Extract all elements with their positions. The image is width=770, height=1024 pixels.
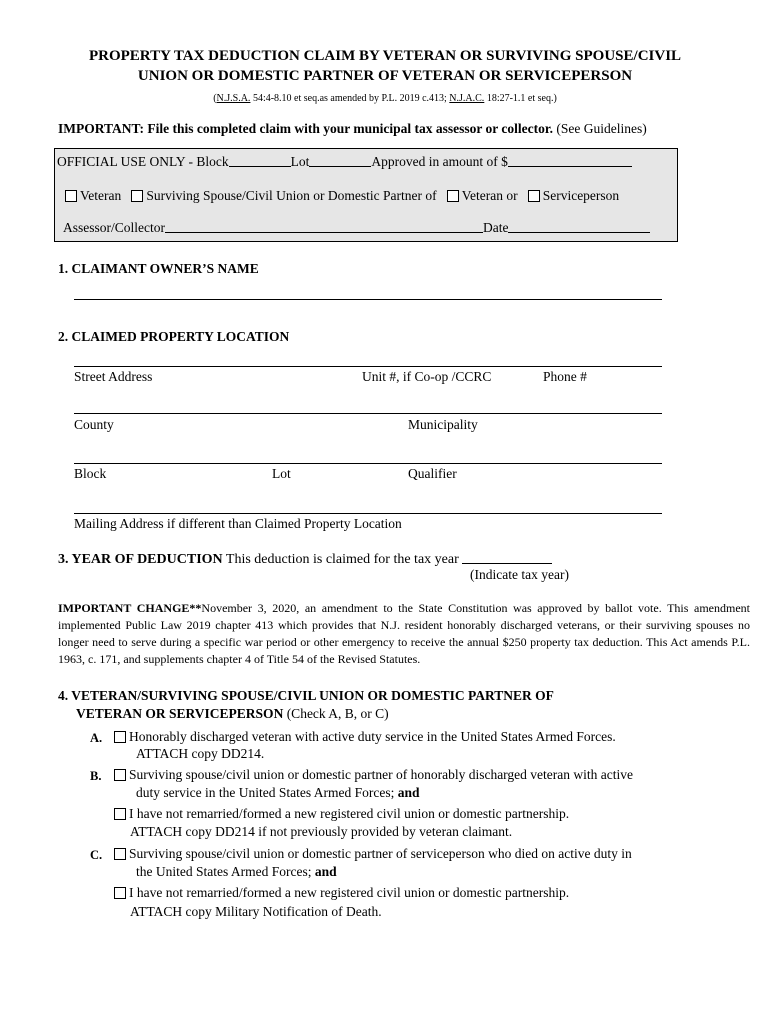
statute-citation: (N.J.S.A. 54:4-8.10 et seq.as amended by P.L. 2019 c.413; N.J.A.C. 18:27-1.1 et seq.) [213, 93, 557, 104]
section2-heading: 2. CLAIMED PROPERTY LOCATION [58, 329, 290, 344]
option-b-text: Surviving spouse/civil union or domestic partner of honorably discharged veteran with active [114, 767, 633, 783]
block-label: Block [74, 466, 107, 481]
street-address-label: Street Address [74, 369, 153, 384]
important-notice: IMPORTANT: File this completed claim with your municipal tax assessor or collector. (See Guidelines) [58, 121, 647, 136]
street-address-field[interactable] [74, 366, 662, 367]
tax-year-field[interactable] [462, 551, 552, 564]
block-field[interactable] [229, 154, 291, 167]
mailing-address-label: Mailing Address if different than Claimed Property Location [74, 516, 402, 531]
option-c-label: C. [90, 848, 103, 862]
form-title-line1: PROPERTY TAX DEDUCTION CLAIM BY VETERAN OR SURVIVING SPOUSE/CIVIL [88, 48, 682, 64]
veteran-checkbox[interactable] [65, 190, 77, 202]
indicate-tax-year-label: (Indicate tax year) [470, 567, 569, 582]
option-b-checkbox[interactable] [114, 769, 126, 781]
option-b-text2: duty service in the United States Armed Forces; and [136, 785, 420, 800]
block-lot-qualifier-field[interactable] [74, 463, 662, 464]
section3-line: 3. YEAR OF DEDUCTION This deduction is claimed for the tax year [58, 551, 552, 568]
claimant-name-field[interactable] [74, 299, 662, 300]
lot-label: Lot [272, 466, 291, 481]
official-use-status-options: Veteran Surviving Spouse/Civil Union or Domestic Partner of Veteran or Serviceperson [65, 188, 619, 204]
municipality-label: Municipality [408, 417, 478, 432]
option-c-checkbox[interactable] [114, 848, 126, 860]
option-a-attach: ATTACH copy DD214. [136, 746, 265, 761]
county-municipality-field[interactable] [74, 413, 662, 414]
option-b-attach: ATTACH copy DD214 if not previously provided by veteran claimant. [130, 824, 513, 839]
option-a-label: A. [90, 731, 103, 745]
official-date-field[interactable] [508, 220, 650, 233]
surviving-spouse-checkbox[interactable] [131, 190, 143, 202]
qualifier-label: Qualifier [408, 466, 457, 481]
option-a-text: Honorably discharged veteran with active duty service in the United States Armed Forces. [114, 729, 616, 745]
assessor-signature-field[interactable] [165, 220, 483, 233]
option-c-remarried-checkbox[interactable] [114, 887, 126, 899]
option-c-remarried: I have not remarried/formed a new registered civil union or domestic partnership. [114, 885, 569, 901]
county-label: County [74, 417, 114, 432]
option-b-remarried-checkbox[interactable] [114, 808, 126, 820]
option-b-label: B. [90, 769, 102, 783]
lot-field[interactable] [309, 154, 371, 167]
option-a-checkbox[interactable] [114, 731, 126, 743]
section4-heading-line2: VETERAN OR SERVICEPERSON (Check A, B, or C) [76, 706, 389, 721]
approved-amount-field[interactable] [508, 154, 632, 167]
option-b-remarried: I have not remarried/formed a new registered civil union or domestic partnership. [114, 806, 569, 822]
section4-heading-line1: 4. VETERAN/SURVIVING SPOUSE/CIVIL UNION OR DOMESTIC PARTNER OF [58, 688, 554, 703]
phone-label: Phone # [543, 369, 587, 384]
serviceperson-checkbox[interactable] [528, 190, 540, 202]
important-change-paragraph: IMPORTANT CHANGE**November 3, 2020, an amendment to the State Constitution was approved by ballot vote. This amendment implemented Public Law 2019 chapter 413 which provides that N.J. resident honorably discharged veterans, or their surviving spouses no longer need to serve during a specific war period or other emergency to receive the annual $250 property tax deduction. This Act amends P.L. 1963, c. 171, and supplements chapter 4 of Title 54 of the Revised Statutes. [58, 601, 750, 666]
form-title-line2: UNION OR DOMESTIC PARTNER OF VETERAN OR SERVICEPERSON [137, 68, 633, 84]
of-veteran-checkbox[interactable] [447, 190, 459, 202]
assessor-line: Assessor/Collector Date [63, 220, 650, 236]
official-use-box [54, 148, 678, 242]
option-c-attach: ATTACH copy Military Notification of Death. [130, 904, 382, 919]
option-c-text: Surviving spouse/civil union or domestic partner of serviceperson who died on active duty in [114, 846, 632, 862]
mailing-address-field[interactable] [74, 513, 662, 514]
official-use-line1: OFFICIAL USE ONLY - Block Lot Approved in amount of $ [57, 154, 632, 170]
option-c-text2: the United States Armed Forces; and [136, 864, 337, 879]
unit-label: Unit #, if Co-op /CCRC [362, 369, 492, 384]
section1-heading: 1. CLAIMANT OWNER’S NAME [58, 261, 259, 276]
